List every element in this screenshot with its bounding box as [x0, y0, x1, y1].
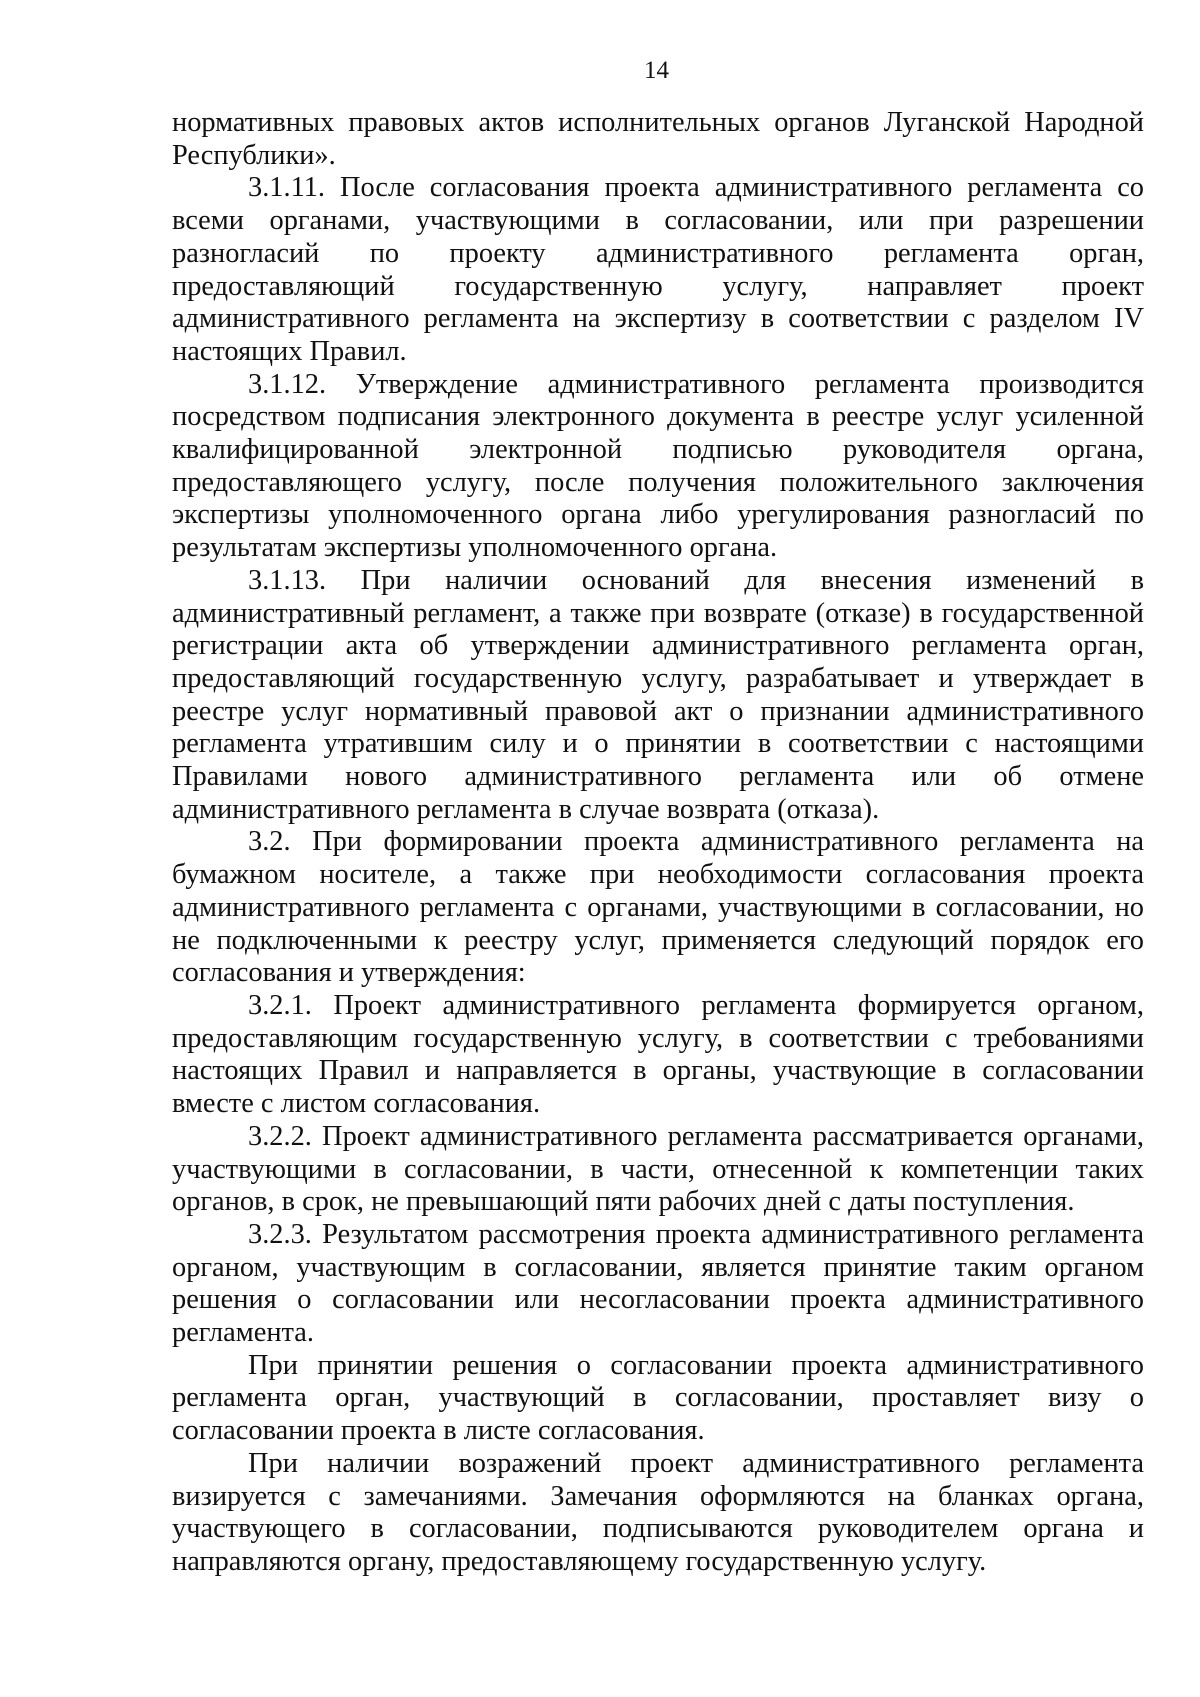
paragraph-3-2-3: 3.2.3. Результатом рассмотрения проекта административного регламента органом, участвующим в согласовании, является принятие таким органом решения о согласовании или несогласовании проекта административного регламента. [172, 1218, 1144, 1349]
paragraph-3-1-11: 3.1.11. После согласования проекта административного регламента со всеми органами, участвующими в согласовании, или при разрешении разногласий по проекту административного регламента орган, предоставляющий государственную услугу, направляет проект административного регламента на экспертизу в соответствии с разделом IV настоящих Правил. [172, 172, 1144, 367]
paragraph-approval-visa: При принятии решения о согласовании проекта административного регламента орган, участвующий в согласовании, проставляет визу о согласовании проекта в листе согласования. [172, 1349, 1144, 1447]
paragraph-3-2-1: 3.2.1. Проект административного регламента формируется органом, предоставляющим государственную услугу, в соответствии с требованиями настоящих Правил и направляется в органы, участвующие в согласовании вместе с листом согласования. [172, 989, 1144, 1120]
document-body [172, 107, 1144, 1579]
paragraph-objections: При наличии возражений проект административного регламента визируется с замечаниями. Замечания оформляются на бланках органа, участвующего в согласовании, подписываются руководителем органа и направляются органу, предоставляющему государственную услугу. [172, 1447, 1144, 1577]
page-number: 14 [644, 57, 669, 84]
paragraph-3-2-2: 3.2.2. Проект административного регламента рассматривается органами, участвующими в согласовании, в части, отнесенной к компетенции таких органов, в срок, не превышающий пяти рабочих дней с даты поступления. [172, 1120, 1144, 1218]
paragraph-continuation: нормативных правовых актов исполнительных органов Луганской Народной Республики». [172, 107, 1144, 171]
paragraph-3-2: 3.2. При формировании проекта административного регламента на бумажном носителе, а также при необходимости согласования проекта административного регламента с органами, участвующими в согласовании, но не подключенными к реестру услуг, применяется следующий порядок его согласования и утверждения: [172, 826, 1144, 989]
paragraph-3-1-12: 3.1.12. Утверждение административного регламента производится посредством подписания электронного документа в реестре услуг усиленной квалифицированной электронной подписью руководителя органа, предоставляющего услугу, после получения положительного заключения экспертизы уполномоченного органа либо урегулирования разногласий по результатам экспертизы уполномоченного органа. [172, 368, 1144, 564]
paragraph-3-1-13: 3.1.13. При наличии оснований для внесения изменений в административный регламент, а также при возврате (отказе) в государственной регистрации акта об утверждении административного регламента орган, предоставляющий государственную услугу, разрабатывает и утверждает в реестре услуг нормативный правовой акт о признании административного регламента утратившим силу и о принятии в соответствии с настоящими Правилами нового административного регламента или об отмене административного регламента в случае возврата (отказа). [172, 564, 1144, 825]
